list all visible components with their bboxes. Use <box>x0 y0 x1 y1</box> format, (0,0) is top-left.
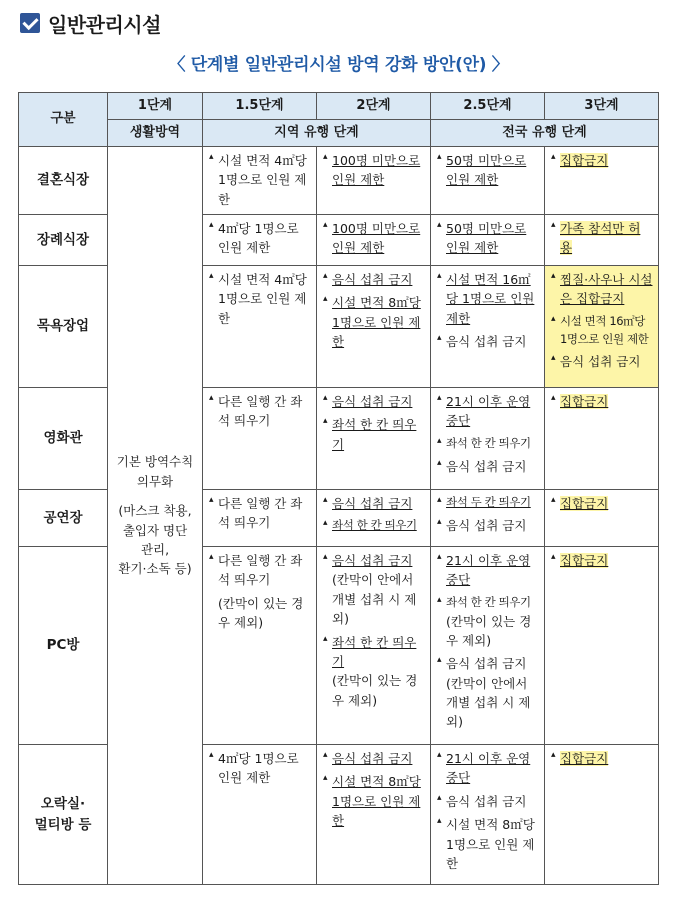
measure-note: (칸막이 있는 경우 제외) <box>332 673 418 708</box>
header-group-national: 전국 유행 단계 <box>431 120 659 147</box>
measure-item: ▴ 음식 섭취 금지 <box>437 457 540 476</box>
common-rule-line: 환기·소독 등) <box>118 561 192 577</box>
checkbox-icon <box>20 13 40 33</box>
measure-item: ▴ 시설 면적 4㎡당 1명으로 인원 제한 <box>209 270 312 328</box>
measure-item: ▴ 다른 일행 간 좌석 띄우기 <box>209 551 312 590</box>
measure-item: ▴ 4㎡당 1명으로 인원 제한 <box>209 219 312 258</box>
measure-item: ▴ 음식 섭취 금지 <box>323 270 426 289</box>
common-rule-line: 출입자 명단 <box>122 522 188 538</box>
measure-item: 집합금지 <box>560 153 609 168</box>
section-title: 일반관리시설 <box>48 12 161 37</box>
measure-item: ▴ 음식 섭취 금지 <box>437 516 540 535</box>
row-name: PC방 <box>19 547 108 745</box>
row-name-line: 멀티방 등 <box>34 816 92 833</box>
measure-item: ▴ 음식 섭취 금지 <box>323 392 426 411</box>
table-subtitle: 〈 단계별 일반관리시설 방역 강화 방안(안) 〉 <box>168 55 509 75</box>
common-rule-line: 관리, <box>140 541 170 557</box>
measure-item: ▴ 좌석 한 칸 띄우기 <box>437 435 540 453</box>
section-heading <box>20 8 161 38</box>
measure-item: ▴ 21시 이후 운영 중단 <box>437 749 540 788</box>
measure-note: (칸막이 안에서 개별 섭취 시 제외) <box>332 572 417 627</box>
measure-note: (칸막이 안에서 개별 섭취 시 제외) <box>446 675 531 730</box>
measure-item: ▴ 음식 섭취 금지 <box>323 749 426 768</box>
row-name: 영화관 <box>19 388 108 490</box>
measure-item: ▴ 음식 섭취 금지 <box>323 494 426 513</box>
measure-item: ▴ 음식 섭취 금지 <box>437 654 540 673</box>
measure-item: ▴ 음식 섭취 금지 <box>551 352 654 371</box>
header-category: 구분 <box>19 93 108 147</box>
measure-item: ▴ 50명 미만으로 인원 제한 <box>437 219 540 258</box>
measure-item: ▴ 21시 이후 운영 중단 <box>437 551 540 590</box>
measure-item: 가족 참석만 허용 <box>560 221 641 256</box>
measure-item: ▴ 찜질·사우나 시설은 집합금지 <box>551 270 654 309</box>
measure-item: ▴ 좌석 두 칸 띄우기 <box>437 494 540 512</box>
header-level-2-5: 2.5단계 <box>431 93 545 120</box>
measure-item: ▴ 좌석 한 칸 띄우기 <box>437 594 540 612</box>
measure-item: ▴ 시설 면적 4㎡당 1명으로 인원 제한 <box>209 151 312 209</box>
common-rule <box>108 147 203 885</box>
measure-item: ▴ 시설 면적 16㎡당 1명으로 인원 제한 <box>551 313 654 349</box>
measure-item: ▴ 좌석 한 칸 띄우기 <box>323 415 426 454</box>
row-name-line: 오락실· <box>40 795 86 812</box>
header-group-regional: 지역 유행 단계 <box>203 120 431 147</box>
measure-item: ▴ 21시 이후 운영 중단 <box>437 392 540 431</box>
measure-item: ▴ 시설 면적 16㎡당 1명으로 인원 제한 <box>437 270 540 328</box>
measure-item: ▴ 음식 섭취 금지 <box>437 332 540 351</box>
header-level-1-5: 1.5단계 <box>203 93 317 120</box>
common-rule-line: 의무화 <box>136 473 174 489</box>
measure-item: 집합금지 <box>560 553 609 568</box>
measure-item: ▴ 50명 미만으로 인원 제한 <box>437 151 540 190</box>
measure-item: ▴ 음식 섭취 금지 <box>323 551 426 570</box>
measure-note: (칸막이 있는 경우 제외) <box>218 595 304 631</box>
measures-table <box>18 92 659 885</box>
measure-item: ▴ 다른 일행 간 좌석 띄우기 <box>209 494 312 533</box>
common-rule-line: (마스크 착용, <box>118 503 192 519</box>
header-group-daily: 생활방역 <box>108 120 203 147</box>
measure-item: ▴ 100명 미만으로 인원 제한 <box>323 151 426 190</box>
header-level-3: 3단계 <box>545 93 659 120</box>
measure-item: 집합금지 <box>560 751 609 766</box>
common-rule-line: 기본 방역수칙 <box>116 454 194 470</box>
measure-item: ▴ 시설 면적 8㎡당 1명으로 인원 제한 <box>323 293 426 351</box>
measure-item: ▴ 좌석 한 칸 띄우기 <box>323 517 426 535</box>
header-level-2: 2단계 <box>317 93 431 120</box>
row-name: 공연장 <box>19 490 108 547</box>
measure-item: ▴ 다른 일행 간 좌석 띄우기 <box>209 392 312 431</box>
measure-item: ▴ 시설 면적 8㎡당 1명으로 인원 제한 <box>437 815 540 873</box>
row-name: 결혼식장 <box>19 147 108 215</box>
measure-item: 집합금지 <box>560 394 609 409</box>
measure-item: ▴ 100명 미만으로 인원 제한 <box>323 219 426 258</box>
measure-item: ▴ 좌석 한 칸 띄우기 <box>323 633 426 672</box>
measure-item: ▴ 음식 섭취 금지 <box>437 792 540 811</box>
row-name <box>19 745 108 885</box>
row-name: 목욕장업 <box>19 266 108 388</box>
measure-item: ▴ 4㎡당 1명으로 인원 제한 <box>209 749 312 788</box>
measure-item: ▴ 시설 면적 8㎡당 1명으로 인원 제한 <box>323 772 426 830</box>
measure-note: (칸막이 있는 경우 제외) <box>446 613 532 648</box>
row-name: 장례식장 <box>19 215 108 266</box>
measure-item: 집합금지 <box>560 496 609 511</box>
header-level-1: 1단계 <box>108 93 203 120</box>
